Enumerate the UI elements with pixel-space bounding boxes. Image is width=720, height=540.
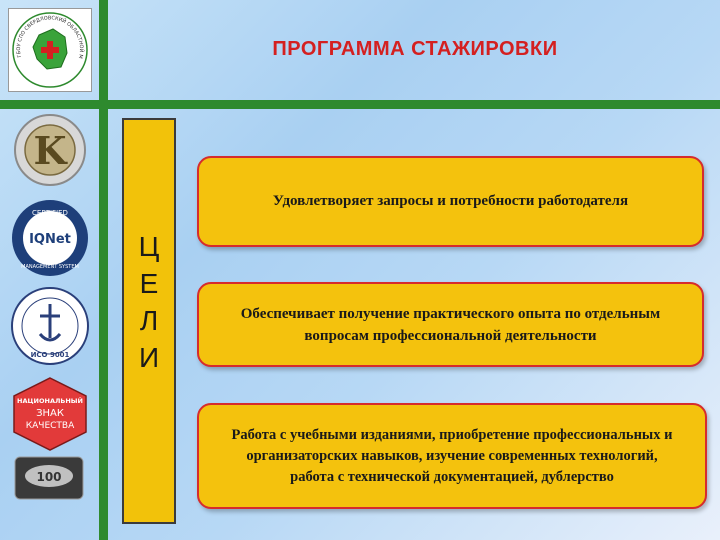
goals-letter: Л [139,305,159,336]
quality-line1: НАЦИОНАЛЬНЫЙ [17,397,83,405]
quality-mark-badge [10,376,90,452]
goal-text: Работа с учебными изданиями, приобретение профессиональных и организаторских навыков, изучение современных технологий, работа с технической документацией, дублерство [231,426,673,485]
k-letter: K [33,128,67,173]
page-title: ПРОГРАММА СТАЖИРОВКИ [272,38,558,60]
green-horizontal-bar [0,100,720,109]
logo-caption: ГБОУ СПО СВЕРДЛОВСКИЙ ОБЛАСТНОЙ М [15,15,85,60]
top100-text: 100 [36,470,62,484]
iqnet-management-text: MANAGEMENT SYSTEM [21,264,79,270]
k-medal-icon [10,112,90,188]
iso-seal-icon [10,286,90,366]
quality-mark-icon [10,376,90,452]
top100-icon [14,456,84,500]
iso-badge [10,286,90,366]
goal-box-practical-experience [197,282,704,367]
college-emblem-icon [9,9,91,91]
k-quality-badge [10,112,90,188]
iqnet-certified-icon [10,198,90,278]
goals-letter: Е [139,268,159,299]
iqnet-name: IQNet [29,232,71,247]
green-vertical-bar [99,0,108,540]
goals-letter: И [138,342,160,373]
goal-text: Обеспечивает получение практического опыта по отдельным вопросам профессиональной деятельности [240,305,661,344]
iqnet-badge [10,198,90,278]
goal-box-skills [197,403,707,509]
quality-line3: КАЧЕСТВА [25,421,75,431]
goal-text: Удовлетворяет запросы и потребности работодателя [272,193,629,209]
goals-column [122,118,176,524]
goals-letter: Ц [138,231,160,262]
iqnet-certified-text: CERTIFIED [32,209,68,217]
goal-box-employer-needs [197,156,704,247]
iso-text: ИСО 9001 [30,351,70,359]
quality-line2: ЗНАК [36,408,64,419]
college-logo [8,8,92,92]
top100-badge [14,456,84,500]
goals-word [124,228,174,376]
